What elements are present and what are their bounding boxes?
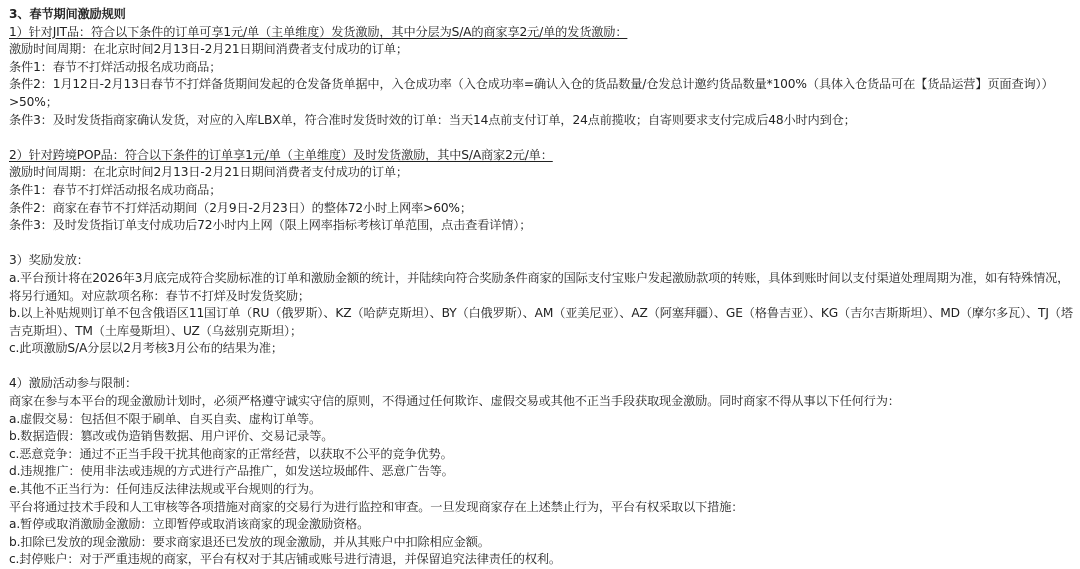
sec4-measures: 平台将通过技术手段和人工审核等各项措施对商家的交易行为进行监控和审查。一旦发现商家存在上述禁止行为，平台有权采取以下措施： [9,499,744,514]
sec3-item-a: a.平台预计将在2026年3月底完成符合奖励标准的订单和激励金额的统计，并陆续向符合奖励条件商家的国际支付宝账户发起激励款项的转账，具体到账时间以支付渠道处理周期为准，如有特殊情况，将另行通知。对应款项名称：春节不打烊及时发货奖励； [9,270,1070,303]
spacer [9,358,1073,376]
sec2-title: 2）针对跨境POP品：符合以下条件的订单享1元/单（主单维度）及时发货激励，其中S/A商家2元/单： [9,147,553,162]
sec4-measure-b: b.扣除已发放的现金激励：要求商家退还已发放的现金激励，并从其账户中扣除相应金额。 [9,534,490,549]
sec3-item-c: c.此项激励S/A分层以2月考核3月公布的结果为准； [9,341,283,356]
sec1-period: 激励时间周期：在北京时间2月13日-2月21日期间消费者支付成功的订单； [9,42,408,57]
sec4-title: 4）激励活动参与限制： [9,376,137,391]
sec3-item-b: b.以上补贴规则订单不包含俄语区11国订单（RU（俄罗斯）、KZ（哈萨克斯坦）、BY（白俄罗斯）、AM（亚美尼亚）、AZ（阿塞拜疆）、GE（格鲁吉亚）、KG（吉尔吉斯斯坦）、MD（摩尔多瓦）、TJ（塔吉克斯坦）、TM（土库曼斯坦）、UZ（乌兹别克斯坦）； [9,306,1073,338]
sec2-cond1: 条件1：春节不打烊活动报名成功商品； [9,182,222,197]
sec2-cond3: 条件3：及时发货指订单支付成功后72小时内上网（限上网率指标考核订单范围，点击查看详情）； [9,218,532,233]
sec4-item-b: b.数据造假：篡改或伪造销售数据、用户评价、交易记录等。 [9,429,334,444]
spacer [9,235,1073,253]
sec1-cond2: 条件2：1月12日-2月13日春节不打烊备货期间发起的仓发备货单据中，入仓成功率（入仓成功率=确认入仓的货品数量/仓发总计邀约货品数量*100%（具体入仓货品可在【货品运营】页面查询））>50%； [9,77,1054,109]
sec3-title: 3）奖励发放： [9,253,89,268]
sec1-title: 1）针对JIT品：符合以下条件的订单可享1元/单（主单维度）发货激励，其中分层为S/A的商家享2元/单的发货激励： [9,24,628,39]
sec4-item-c: c.恶意竞争：通过不正当手段干扰其他商家的正常经营，以获取不公平的竞争优势。 [9,446,453,461]
sec4-measure-a: a.暂停或取消激励金激励：立即暂停或取消该商家的现金激励资格。 [9,517,370,532]
sec2-cond2: 条件2：商家在春节不打烊活动期间（2月9日-2月23日）的整体72小时上网率>60%； [9,200,472,215]
sec1-cond3: 条件3：及时发货指商家确认发货，对应的入库LBX单，符合准时发货时效的订单：当天14点前支付订单，24点前揽收；自寄则要求支付完成后48小时内到仓； [9,112,856,127]
sec4-measure-c: c.封停账户：对于严重违规的商家，平台有权对于其店铺或账号进行清退，并保留追究法律责任的权利。 [9,552,561,567]
sec4-item-a: a.虚假交易：包括但不限于刷单、自买自卖、虚构订单等。 [9,411,321,426]
sec1-cond1: 条件1：春节不打烊活动报名成功商品； [9,59,222,74]
sec4-intro: 商家在参与本平台的现金激励计划时，必须严格遵守诚实守信的原则，不得通过任何欺诈、虚假交易或其他不正当手段获取现金激励。同时商家不得从事以下任何行为： [9,394,900,409]
sec4-item-d: d.违规推广：使用非法或违规的方式进行产品推广，如发送垃圾邮件、恶意广告等。 [9,464,454,479]
sec4-item-e: e.其他不正当行为：任何违反法律法规或平台规则的行为。 [9,482,322,497]
section-heading: 3、春节期间激励规则 [9,7,126,21]
spacer [9,129,1073,147]
sec2-period: 激励时间周期：在北京时间2月13日-2月21日期间消费者支付成功的订单； [9,165,408,180]
document-body [9,6,1073,569]
